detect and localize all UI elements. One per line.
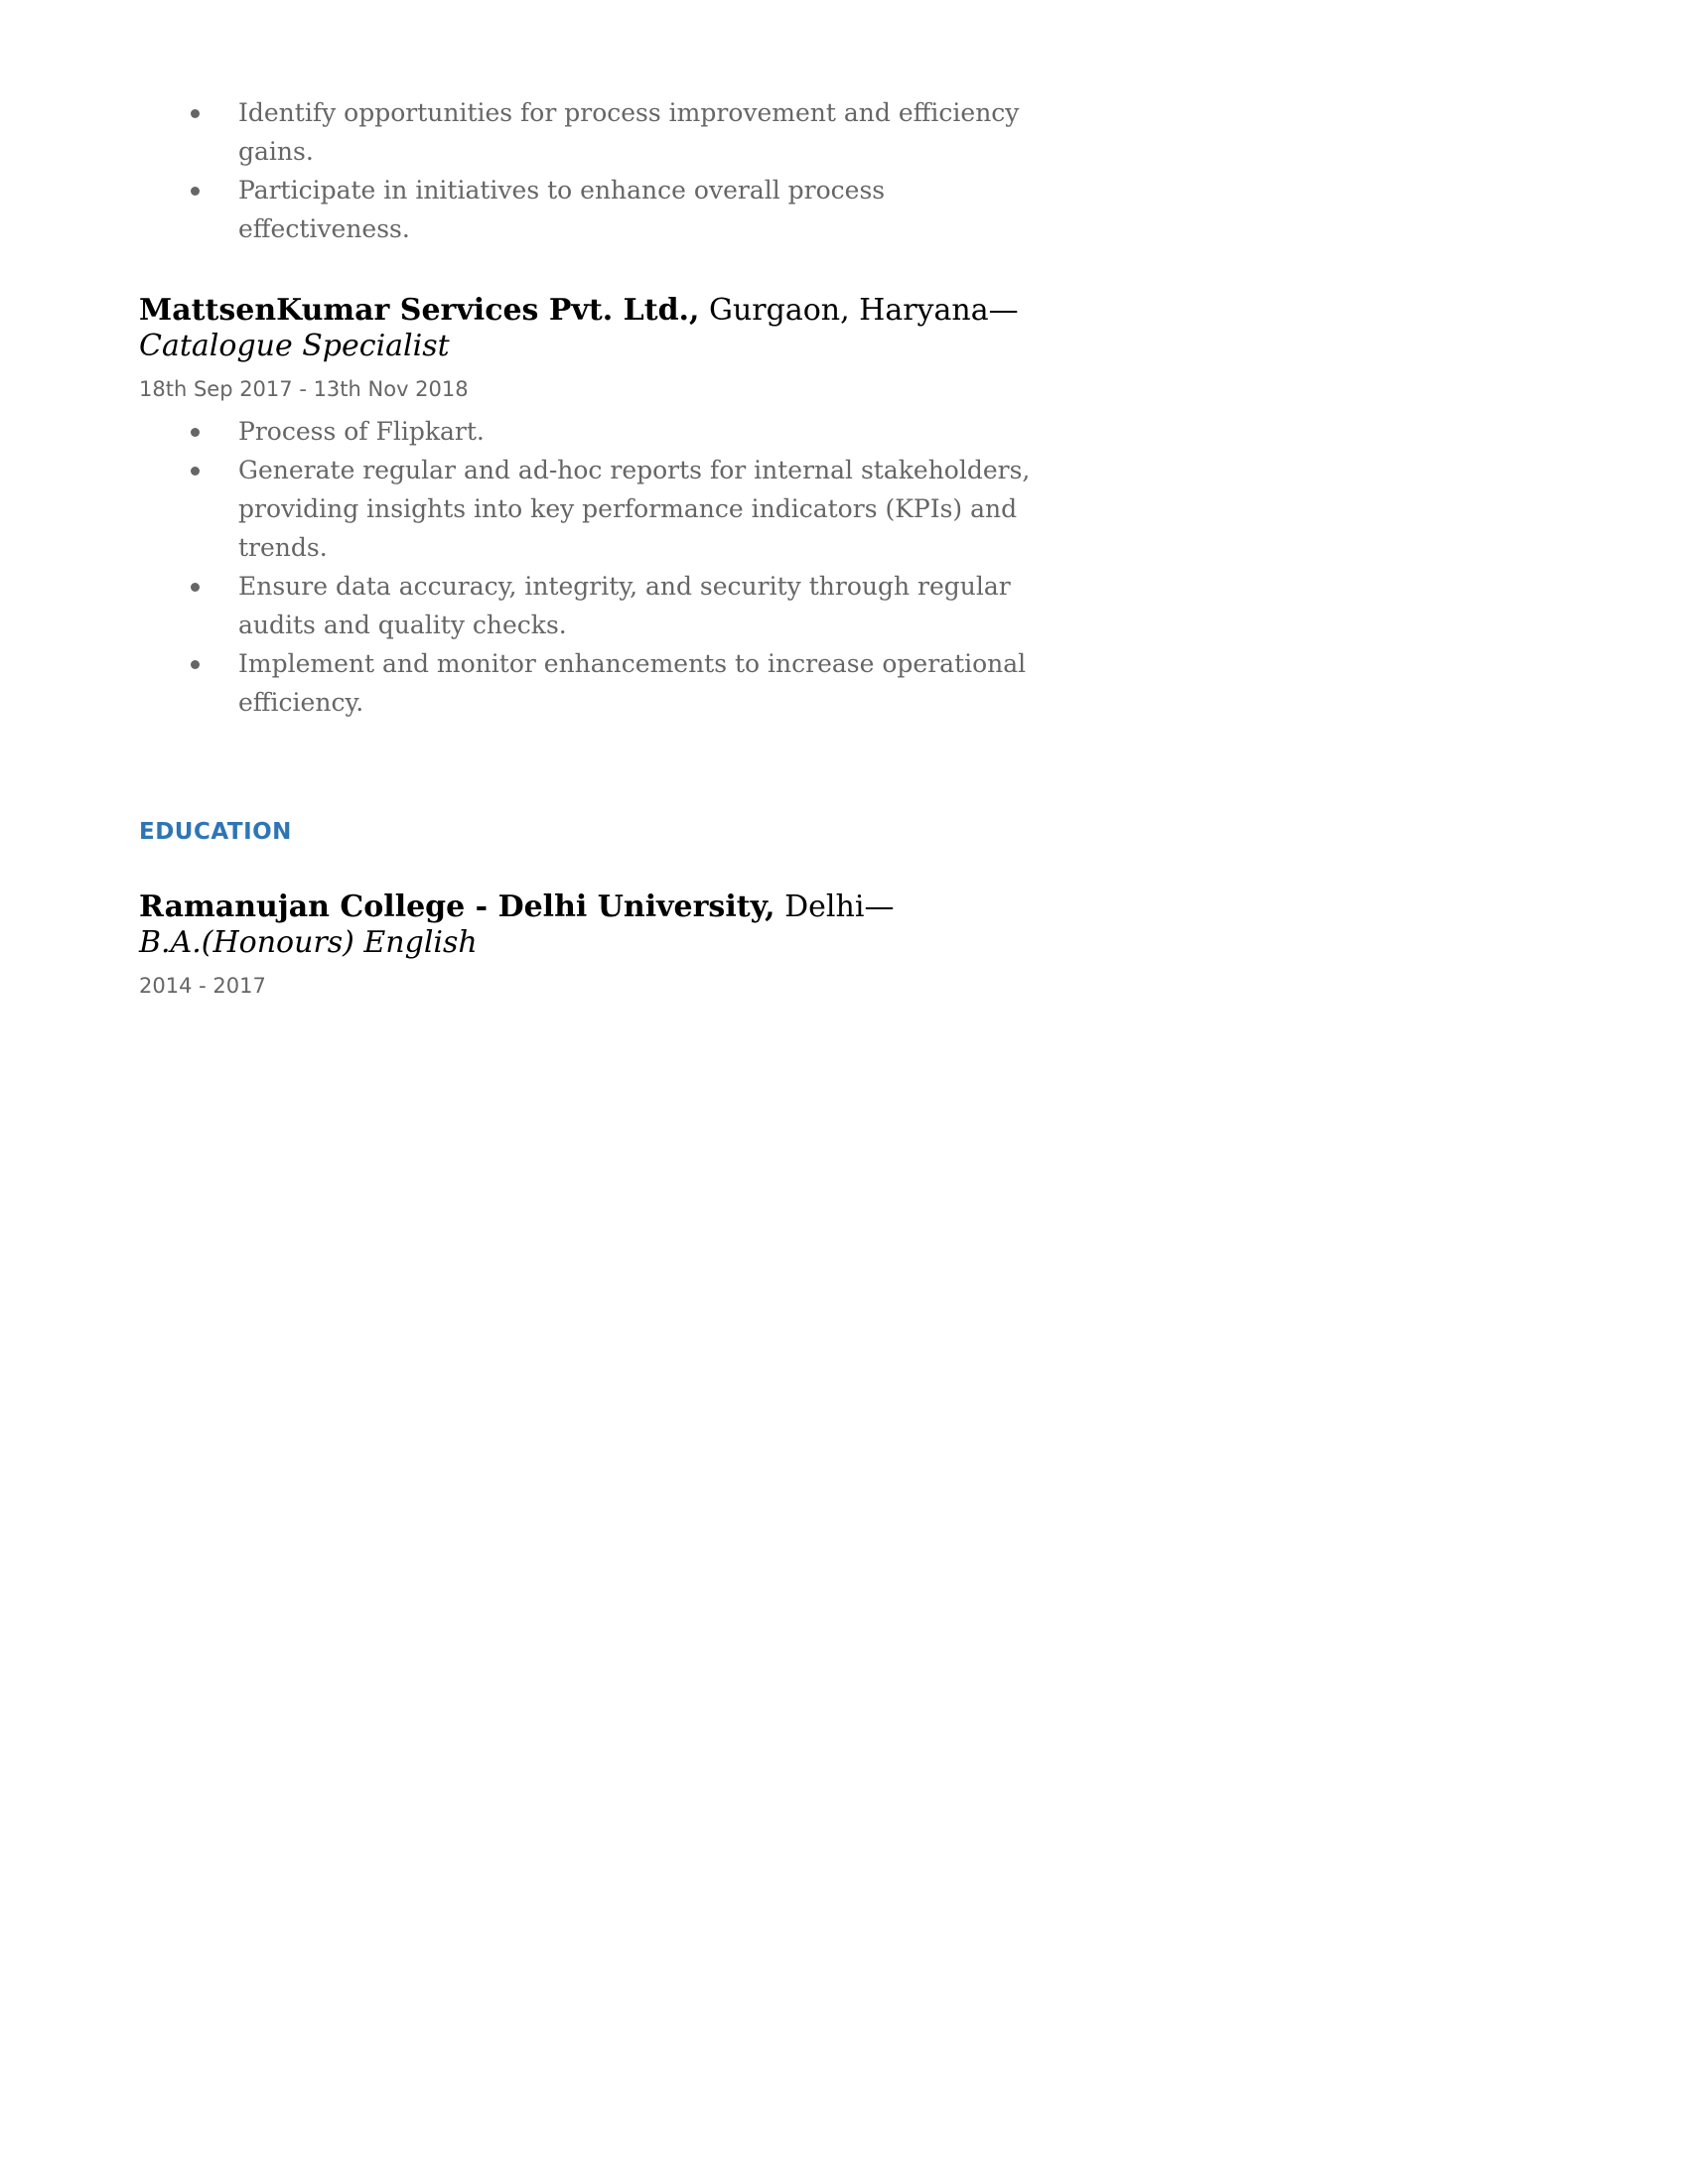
bullet-item bbox=[139, 412, 1053, 451]
education-degree: B.A.(Honours) English bbox=[139, 925, 478, 960]
bullet-dot-icon bbox=[191, 109, 200, 118]
bullet-text: Participate in initiatives to enhance overall process effectiveness. bbox=[238, 176, 886, 243]
education-entry bbox=[139, 888, 1053, 1001]
bullet-dot-icon bbox=[191, 467, 200, 476]
bullet-dot-icon bbox=[191, 428, 200, 437]
bullet-dot-icon bbox=[191, 583, 200, 592]
bullet-dot-icon bbox=[191, 660, 200, 669]
job-heading bbox=[139, 292, 1053, 329]
bullet-item bbox=[139, 567, 1053, 644]
education-institution: Ramanujan College - Delhi University, bbox=[139, 889, 775, 924]
job-dates: 18th Sep 2017 - 13th Nov 2018 bbox=[139, 377, 469, 401]
bullet-item bbox=[139, 93, 1053, 171]
job-organization: MattsenKumar Services Pvt. Ltd., bbox=[139, 293, 700, 328]
bullet-text: Identify opportunities for process improvement and efficiency gains. bbox=[238, 98, 1020, 166]
job-entry bbox=[139, 292, 1053, 722]
job-role: Catalogue Specialist bbox=[139, 329, 450, 363]
education-dates: 2014 - 2017 bbox=[139, 974, 266, 998]
previous-job-bullets bbox=[139, 93, 1053, 248]
job-location: Gurgaon, Haryana— bbox=[708, 293, 1019, 328]
education-section-title: EDUCATION bbox=[139, 819, 292, 845]
job-bullets bbox=[139, 412, 1053, 722]
resume-content bbox=[139, 93, 1053, 1009]
bullet-text: Process of Flipkart. bbox=[238, 417, 485, 446]
bullet-text: Implement and monitor enhancements to increase operational efficiency. bbox=[238, 649, 1027, 717]
bullet-item bbox=[139, 644, 1053, 722]
education-heading bbox=[139, 888, 1053, 925]
bullet-dot-icon bbox=[191, 187, 200, 196]
bullet-text: Ensure data accuracy, integrity, and security through regular audits and quality checks. bbox=[238, 572, 1011, 639]
bullet-text: Generate regular and ad-hoc reports for internal stakeholders, providing insights into key performance indicators (KPIs) and trends. bbox=[238, 456, 1031, 562]
bullet-item bbox=[139, 171, 1053, 248]
education-location: Delhi— bbox=[784, 889, 895, 924]
bullet-item bbox=[139, 451, 1053, 567]
